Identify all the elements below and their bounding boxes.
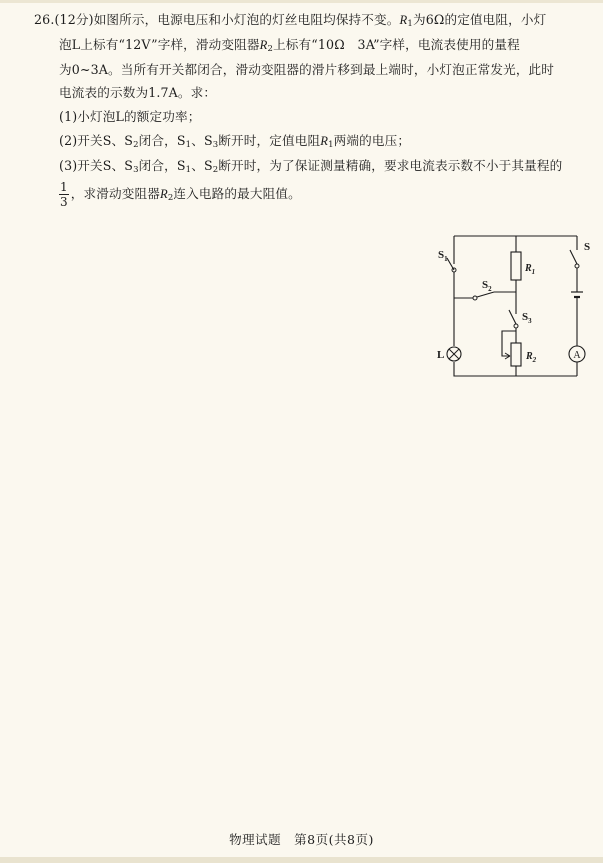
var-r1: R (399, 13, 408, 27)
fraction-denominator: 3 (60, 194, 68, 209)
fraction-one-third (59, 180, 69, 209)
subscript: 2 (133, 139, 139, 150)
problem-stem-line-3: 为0~3A。当所有开关都闭合，滑动变阻器的滑片移到最上端时，小灯泡正常发光，此时 (59, 61, 555, 77)
q-text: 、S (191, 157, 213, 173)
q-text: 、S (191, 132, 213, 148)
stem-text: 上标有“10Ω 3A”字样，电流表使用的量程 (273, 36, 520, 52)
stem-text: 为6Ω的定值电阻，小灯 (412, 12, 547, 27)
label-s1: $S_1$ (438, 249, 448, 263)
question-2 (34, 129, 590, 154)
page-edge-top (0, 0, 603, 3)
page-footer: 物理试题 第8页(共8页) (229, 832, 374, 847)
var-r2: R (160, 186, 168, 201)
battery-icon (571, 292, 583, 308)
q-text: 断开时，为了保证测量精确，要求电流表示数不小于其量程的 (218, 157, 563, 173)
question-1: (1)小灯泡L的额定功率； (59, 109, 201, 125)
label-r2: $R_2$ (526, 351, 537, 364)
q-text: 断开时，定值电阻 (218, 132, 321, 148)
stem-text: 泡L上标有“12V”字样，滑动变阻器 (59, 36, 260, 52)
subscript: 3 (133, 164, 139, 175)
q-text: 闭合，S (138, 132, 186, 148)
rheostat-r2 (511, 343, 521, 366)
q-text: (2)开关S、S (59, 132, 134, 148)
stem-text: 如图所示，电源电压和小灯泡的灯丝电阻均保持不变。 (93, 12, 400, 27)
q-text: ，求滑动变阻器 (70, 185, 161, 201)
page-edge-bottom (0, 857, 603, 863)
fraction-numerator: 1 (60, 179, 68, 194)
resistor-r1 (511, 252, 521, 280)
subscript: 2 (167, 192, 174, 203)
switch-s1 (447, 258, 456, 272)
label-lamp: L (437, 349, 445, 361)
q-text: 两端的电压； (333, 132, 411, 148)
problem-number: 26. (34, 12, 55, 27)
q-text: 连入电路的最大阻值。 (173, 185, 301, 201)
lamp-icon (447, 347, 461, 361)
question-3 (34, 154, 590, 178)
switch-s3 (509, 310, 518, 328)
q-text: 闭合，S (138, 157, 186, 173)
subscript: 1 (185, 139, 192, 150)
label-s3: $S_3$ (522, 311, 532, 325)
subscript: 3 (212, 139, 219, 150)
question-3-continued (34, 180, 590, 222)
ammeter-label: A (573, 350, 581, 361)
label-r1: $R_1$ (525, 263, 536, 276)
label-s: S (584, 241, 591, 253)
q-text: (3)开关S、S (59, 157, 134, 173)
subscript: 1 (407, 19, 413, 29)
problem-stem-line-2 (34, 33, 590, 58)
subscript: 1 (328, 139, 334, 150)
switch-s2 (473, 292, 494, 300)
problem-score: (12分) (54, 12, 94, 27)
subscript: 1 (185, 164, 192, 175)
switch-s (570, 250, 579, 268)
subscript: 2 (267, 43, 274, 54)
var-r1: R (320, 133, 329, 148)
var-r2: R (259, 37, 268, 52)
subscript: 2 (212, 164, 219, 175)
problem-stem-line-4: 电流表的示数为1.7A。求： (59, 85, 217, 101)
problem-26 (34, 8, 590, 222)
label-s2: $S_2$ (482, 279, 492, 293)
circuit-diagram (432, 228, 602, 388)
problem-stem-line-1 (34, 8, 590, 33)
